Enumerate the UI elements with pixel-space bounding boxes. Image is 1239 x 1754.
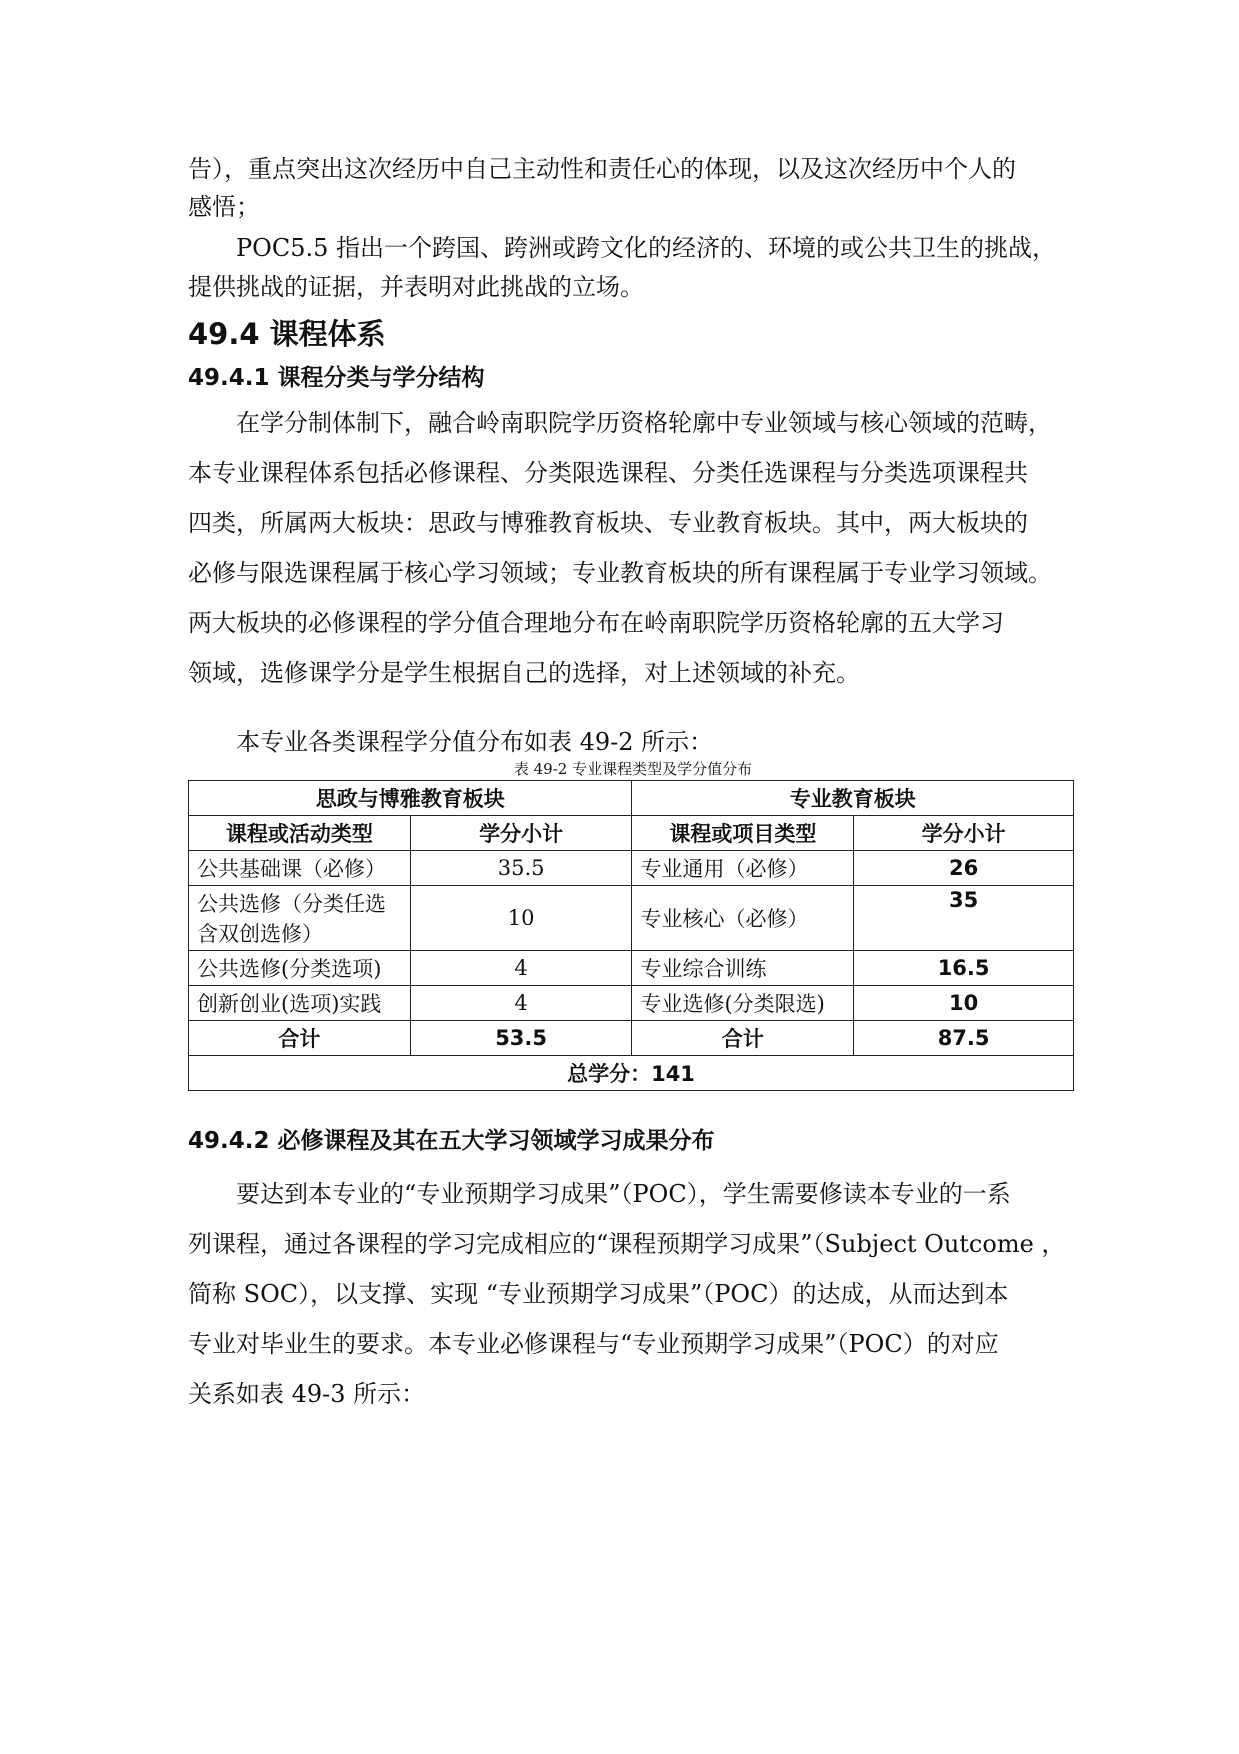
- table-row: [189, 851, 1074, 886]
- sub1-line: 两大板块的必修课程的学分值合理地分布在岭南职院学历资格轮廓的五大学习: [188, 609, 1004, 637]
- right-type-cell: 专业综合训练: [632, 951, 854, 986]
- sub1-line: 领域，选修课学分是学生根据自己的选择，对上述领域的补充。: [188, 659, 860, 687]
- sub2-line: 要达到本专业的“专业预期学习成果”（POC），学生需要修读本专业的一系: [236, 1180, 1011, 1208]
- col-right-credit: 学分小计: [854, 816, 1074, 851]
- left-credit-cell: 10: [410, 886, 632, 951]
- sub2-paragraph: [188, 1169, 1078, 1419]
- sub2-line: 简称 SOC），以支撑、实现 “专业预期学习成果”（POC）的达成，从而达到本: [188, 1280, 1009, 1308]
- sub1-line: 四类，所属两大板块：思政与博雅教育板块、专业教育板块。其中，两大板块的: [188, 509, 1028, 537]
- sub1-paragraph: [188, 398, 1078, 698]
- table-grand-total-row: [189, 1056, 1074, 1091]
- poc-line-2: 提供挑战的证据，并表明对此挑战的立场。: [188, 273, 644, 301]
- table-row: [189, 886, 1074, 951]
- section-heading: 49.4 课程体系: [188, 317, 386, 351]
- left-type-cell: 公共基础课（必修）: [189, 851, 411, 886]
- right-type-cell: 专业选修(分类限选): [632, 986, 854, 1021]
- left-type-cell: 公共选修（分类任选含双创选修）: [189, 886, 411, 951]
- left-credit-cell: 4: [410, 986, 632, 1021]
- right-credit-cell: 16.5: [854, 951, 1074, 986]
- total-label-right: 合计: [632, 1021, 854, 1056]
- table-row: [189, 986, 1074, 1021]
- sub1-line: 本专业课程体系包括必修课程、分类限选课程、分类任选课程与分类选项课程共: [188, 459, 1028, 487]
- sub2-line: 专业对毕业生的要求。本专业必修课程与“专业预期学习成果”（POC）的对应: [188, 1330, 999, 1358]
- total-label-left: 合计: [189, 1021, 411, 1056]
- table-column-header-row: [189, 816, 1074, 851]
- total-right-value: 87.5: [854, 1021, 1074, 1056]
- left-credit-cell: 4: [410, 951, 632, 986]
- block-left-header: 思政与博雅教育板块: [189, 781, 632, 816]
- document-page: [188, 150, 1078, 1419]
- intro-line-1: 告），重点突出这次经历中自己主动性和责任心的体现，以及这次经历中个人的: [188, 155, 1016, 183]
- credit-table: [188, 780, 1074, 1091]
- table-total-row: [189, 1021, 1074, 1056]
- sub2-line: 关系如表 49-3 所示：: [188, 1380, 426, 1408]
- total-left-value: 53.5: [410, 1021, 632, 1056]
- col-left-credit: 学分小计: [410, 816, 632, 851]
- right-type-cell: 专业核心（必修）: [632, 886, 854, 951]
- poc-line-1: POC5.5 指出一个跨国、跨洲或跨文化的经济的、环境的或公共卫生的挑战，: [236, 234, 1056, 262]
- block-right-header: 专业教育板块: [632, 781, 1074, 816]
- subsection-heading-1: 49.4.1 课程分类与学分结构: [188, 365, 485, 391]
- sub1-line: 必修与限选课程属于核心学习领域；专业教育板块的所有课程属于专业学习领域。: [188, 559, 1052, 587]
- sub1-line: 在学分制体制下，融合岭南职院学历资格轮廓中专业领域与核心领域的范畴，: [236, 409, 1052, 437]
- left-credit-cell: 35.5: [410, 851, 632, 886]
- left-type-cell: 创新创业(选项)实践: [189, 986, 411, 1021]
- table-caption: 表 49-2 专业课程类型及学分值分布: [513, 760, 753, 778]
- col-left-type: 课程或活动类型: [189, 816, 411, 851]
- right-credit-cell: 35: [854, 886, 1074, 951]
- table-block-header-row: [189, 781, 1074, 816]
- grand-total: 总学分：141: [189, 1056, 1074, 1091]
- intro-line-2: 感悟；: [188, 193, 260, 221]
- table-row: [189, 951, 1074, 986]
- right-credit-cell: 26: [854, 851, 1074, 886]
- right-credit-cell: 10: [854, 986, 1074, 1021]
- table-intro: 本专业各类课程学分值分布如表 49-2 所示：: [236, 728, 714, 756]
- subsection-heading-2: 49.4.2 必修课程及其在五大学习领域学习成果分布: [188, 1128, 715, 1154]
- sub2-line: 列课程，通过各课程的学习完成相应的“课程预期学习成果”（Subject Outcome ，: [188, 1230, 1066, 1258]
- right-type-cell: 专业通用（必修）: [632, 851, 854, 886]
- col-right-type: 课程或项目类型: [632, 816, 854, 851]
- left-type-cell: 公共选修(分类选项): [189, 951, 411, 986]
